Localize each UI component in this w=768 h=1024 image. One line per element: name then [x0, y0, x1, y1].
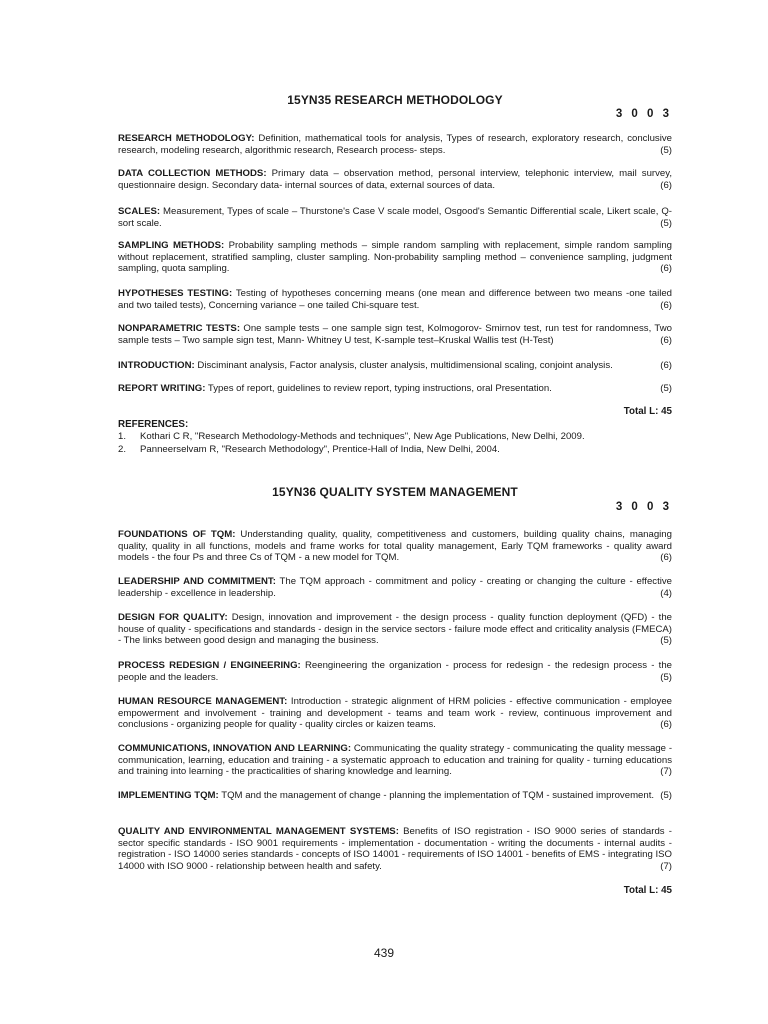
unit-text: Benefits of ISO registration - ISO 9000 series of standards - sector specific standards - ISO 9001 requirements - implementation - documentation - writing the documents - internal audits - registration - ISO 14000 series standards - concepts of ISO 14001 - requirements of ISO 14001 - benefits of EMS - integrating ISO 14000 with ISO 9000 - relationship between health and safety. [118, 826, 672, 872]
course1-unit [118, 288, 672, 311]
course2-credits: 3 0 0 3 [615, 501, 672, 513]
course1-unit [118, 168, 672, 191]
course2-unit [118, 529, 672, 564]
unit-heading: HYPOTHESES TESTING: [118, 288, 233, 299]
unit-text: Primary data – observation method, personal interview, telephonic interview, mail survey, questionnaire design. Secondary data- internal sources of data, external sources of data. [118, 168, 672, 191]
unit-heading: QUALITY AND ENVIRONMENTAL MANAGEMENT SYSTEMS: [118, 826, 399, 837]
reference-item [118, 431, 585, 443]
unit-hours: (6) [660, 360, 672, 371]
course2-total: Total L: 45 [623, 885, 672, 896]
reference-number: 2. [118, 444, 127, 455]
unit-hours: (6) [660, 719, 672, 731]
course2-unit [118, 826, 672, 872]
course2-unit [118, 696, 672, 731]
unit-hours: (5) [660, 635, 672, 647]
unit-hours: (5) [660, 144, 672, 156]
unit-hours: (4) [660, 587, 672, 599]
unit-text: Understanding quality, quality, competitiveness and customers, building quality chains, managing quality, quality in all functions, models and frame works for total quality management, Early TQM frameworks - quality award models - the four Ps and three Cs of TQM - a new model for TQM. [118, 529, 672, 564]
course1-unit [118, 360, 672, 372]
reference-text: Kothari C R, "Research Methodology-Methods and techniques", New Age Publications, New Delhi, 2009. [140, 431, 585, 442]
course2-unit [118, 790, 672, 802]
unit-hours: (5) [660, 790, 672, 801]
course1-unit [118, 133, 672, 156]
unit-text: Design, innovation and improvement - the design process - quality function deployment (QFD) - the house of quality - specifications and standards - design in the service sectors - failure mode effect and criticality analysis (FMECA) - The links between good design and managing the business. [118, 612, 672, 647]
course1-title: 15YN35 RESEARCH METHODOLOGY [287, 93, 503, 107]
unit-hours: (7) [660, 766, 672, 778]
unit-hours: (7) [660, 860, 672, 872]
unit-heading: DESIGN FOR QUALITY: [118, 612, 228, 623]
unit-heading: HUMAN RESOURCE MANAGEMENT: [118, 696, 288, 707]
reference-number: 1. [118, 431, 127, 442]
unit-text: Testing of hypotheses concerning means (one mean and difference between two means -one tailed and two tailed tests), Concerning variance – one tailed Chi-square test. [118, 288, 672, 311]
unit-text: The TQM approach - commitment and policy - creating or changing the culture - effective leadership - excellence in leadership. [118, 576, 672, 599]
course2-unit [118, 660, 672, 683]
unit-heading: COMMUNICATIONS, INNOVATION AND LEARNING: [118, 743, 352, 754]
course1-unit [118, 206, 672, 229]
unit-hours: (6) [660, 299, 672, 311]
unit-heading: SAMPLING METHODS: [118, 240, 225, 251]
unit-text: Probability sampling methods – simple random sampling with replacement, simple random sampling without replacement, stratified sampling, cluster sampling. Non-probability sampling method – convenience sampling, judgment sampling, quota sampling. [118, 240, 672, 275]
unit-heading: SCALES: [118, 206, 161, 217]
unit-text: Types of report, guidelines to review report, typing instructions, oral Presentation. [205, 383, 552, 394]
unit-heading: REPORT WRITING: [118, 383, 206, 394]
unit-heading: INTRODUCTION: [118, 360, 195, 371]
course1-credits: 3 0 0 3 [615, 108, 672, 120]
unit-hours: (6) [660, 179, 672, 191]
unit-text: One sample tests – one sample sign test, Kolmogorov- Smirnov test, run test for randomness, Two sample tests – Two sample sign test, Mann- Whitney U test, K-sample test–Kruskal Wallis test (H-Test) [118, 323, 672, 346]
unit-text: TQM and the management of change - planning the implementation of TQM - sustained improvement. [218, 790, 655, 801]
course2-unit [118, 576, 672, 599]
unit-text: Communicating the quality strategy - communicating the quality message - communication, learning, education and training - a systematic approach to education and training for quality - turning educations and training into learning - the practicalities of sharing knowledge and learning. [118, 743, 673, 778]
unit-text: Reengineering the organization - process for redesign - the redesign process - the people and the leaders. [118, 660, 673, 683]
reference-text: Panneerselvam R, "Research Methodology", Prentice-Hall of India, New Delhi, 2004. [140, 444, 500, 455]
page-number: 439 [373, 946, 395, 960]
unit-text: Disciminant analysis, Factor analysis, cluster analysis, multidimensional scaling, conjoint analysis. [194, 360, 613, 371]
unit-text: Measurement, Types of scale – Thurstone's Case V scale model, Osgood's Semantic Differential scale, Likert scale, Q- sort scale. [118, 206, 672, 229]
unit-hours: (6) [660, 263, 672, 275]
unit-heading: LEADERSHIP AND COMMITMENT: [118, 576, 276, 587]
unit-text: Definition, mathematical tools for analysis, Types of research, exploratory research, conclusive research, modeling research, algorithmic research, Research process- steps. [118, 133, 672, 156]
course1-unit [118, 240, 672, 275]
unit-heading: FOUNDATIONS OF TQM: [118, 529, 236, 540]
unit-heading: IMPLEMENTING TQM: [118, 790, 219, 801]
references-heading: REFERENCES: [118, 419, 189, 430]
unit-hours: (5) [660, 383, 672, 394]
course2-title: 15YN36 QUALITY SYSTEM MANAGEMENT [272, 485, 518, 499]
unit-heading: RESEARCH METHODOLOGY: [118, 133, 255, 144]
unit-hours: (5) [660, 671, 672, 683]
course1-unit [118, 383, 672, 395]
reference-item [118, 444, 500, 456]
unit-heading: PROCESS REDESIGN / ENGINEERING: [118, 660, 301, 671]
unit-hours: (6) [660, 334, 672, 346]
course1-total: Total L: 45 [623, 406, 672, 417]
course1-unit [118, 323, 672, 346]
course2-unit [118, 743, 672, 778]
unit-hours: (5) [660, 217, 672, 229]
unit-hours: (6) [660, 552, 672, 564]
unit-heading: NONPARAMETRIC TESTS: [118, 323, 241, 334]
unit-text: Introduction - strategic alignment of HRM policies - effective communication - employee empowerment and involvement - training and development - teams and team work - review, continuous improvement and conclusions - organizing people for quality - quality circles or kaizen teams. [118, 696, 672, 731]
unit-heading: DATA COLLECTION METHODS: [118, 168, 267, 179]
course2-unit [118, 612, 672, 647]
